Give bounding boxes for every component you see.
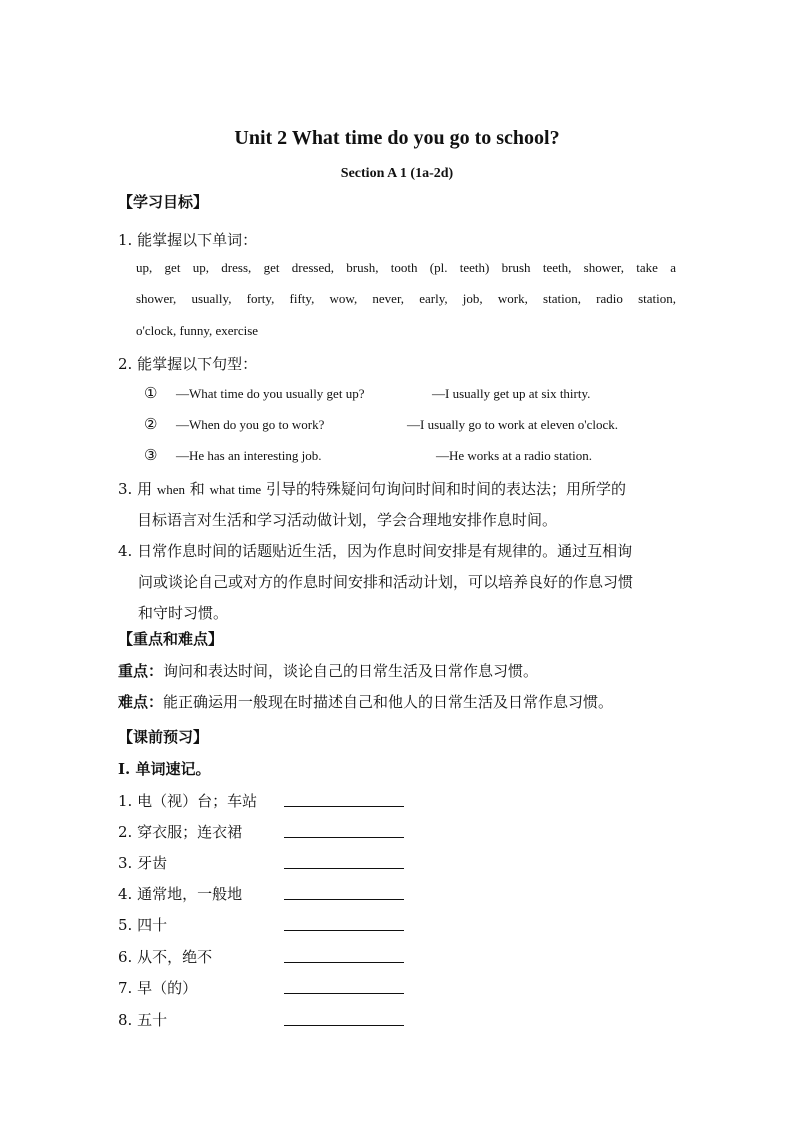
focus-heading: 【重点和难点】 [118, 630, 224, 648]
pattern-2-mark: ② [144, 415, 158, 433]
quiz-item-4: 4. 通常地，一般地 [118, 885, 243, 903]
document-title: Unit 2 What time do you go to school? [234, 127, 560, 149]
section-subtitle: Section A 1 (1a-2d) [340, 166, 454, 181]
key-point [118, 660, 538, 681]
difficult-point [118, 691, 613, 712]
key-point-label: 重点： [118, 662, 164, 680]
objective-4-line-2: 问或谈论自己或对方的作息时间安排和活动计划，可以培养良好的作息习惯 [138, 573, 634, 591]
preview-heading: 【课前预习】 [118, 728, 209, 746]
objectives-heading: 【学习目标】 [118, 193, 209, 211]
quiz-item-8: 8. 五十 [118, 1011, 168, 1029]
quiz-item-1: 1. 电（视）台；车站 [118, 792, 258, 810]
objective-4-line-1: 4. 日常作息时间的话题贴近生活，因为作息时间安排是有规律的。通过互相询 [118, 542, 633, 560]
objective-3-when: when [156, 482, 186, 497]
objective-4-line-3: 和守时习惯。 [138, 604, 229, 622]
quiz-answer-blank-7[interactable] [284, 993, 404, 994]
quiz-answer-blank-2[interactable] [284, 837, 404, 838]
vocab-line-2: shower, usually, forty, fifty, wow, never, early, job, work, station, radio station, [136, 291, 676, 306]
objective-3-and: 和 [185, 480, 210, 498]
pattern-1-question: —What time do you usually get up? [176, 386, 365, 401]
pattern-3-question: —He has an interesting job. [176, 448, 322, 463]
quiz-answer-blank-5[interactable] [284, 930, 404, 931]
objective-3-prefix: 3. 用 [118, 480, 157, 498]
key-point-text: 询问和表达时间，谈论自己的日常生活及日常作息习惯。 [163, 662, 539, 680]
quiz-item-5: 5. 四十 [118, 916, 168, 934]
difficult-point-label: 难点： [118, 693, 164, 711]
quiz-answer-blank-8[interactable] [284, 1025, 404, 1026]
quiz-item-7: 7. 早（的） [118, 979, 198, 997]
objective-1-label: 1. 能掌握以下单词： [118, 231, 258, 249]
quiz-answer-blank-6[interactable] [284, 962, 404, 963]
pattern-1-mark: ① [144, 384, 158, 402]
objective-3-what-time: what time [209, 482, 262, 497]
objective-3-rest: 引导的特殊疑问句询问时间和时间的表达法；用所学的 [261, 480, 626, 498]
quiz-answer-blank-3[interactable] [284, 868, 404, 869]
vocab-line-3: o'clock, funny, exercise [136, 323, 259, 338]
objective-2-label: 2. 能掌握以下句型： [118, 355, 258, 373]
pattern-3-answer: —He works at a radio station. [436, 448, 592, 463]
objective-3-line-2: 目标语言对生活和学习活动做计划，学会合理地安排作息时间。 [137, 511, 558, 529]
vocab-line-1: up, get up, dress, get dressed, brush, tooth (pl. teeth) brush teeth, shower, take a [136, 260, 676, 275]
vocab-quiz-label: I. 单词速记。 [118, 760, 211, 778]
objective-3-line-1 [118, 478, 626, 499]
quiz-answer-blank-4[interactable] [284, 899, 404, 900]
pattern-2-answer: —I usually go to work at eleven o'clock. [407, 417, 619, 432]
quiz-item-6: 6. 从不，绝不 [118, 948, 213, 966]
difficult-point-text: 能正确运用一般现在时描述自己和他人的日常生活及日常作息习惯。 [163, 693, 614, 711]
pattern-2-question: —When do you go to work? [176, 417, 325, 432]
pattern-1-answer: —I usually get up at six thirty. [432, 386, 591, 401]
quiz-answer-blank-1[interactable] [284, 806, 404, 807]
pattern-3-mark: ③ [144, 446, 158, 464]
quiz-item-3: 3. 牙齿 [118, 854, 168, 872]
quiz-item-2: 2. 穿衣服；连衣裙 [118, 823, 243, 841]
